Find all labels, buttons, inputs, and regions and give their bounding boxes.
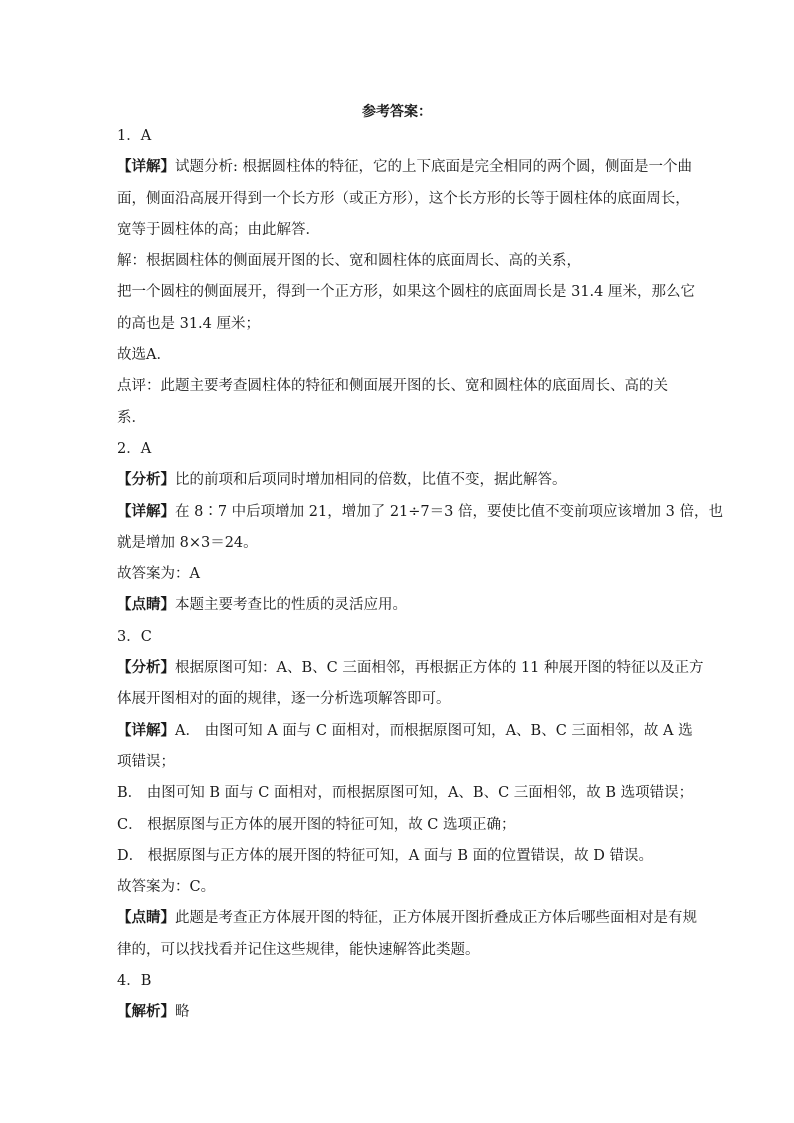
text-line [117, 309, 677, 340]
text-line [117, 465, 677, 496]
line-text: 宽等于圆柱体的高；由此解答． [117, 221, 320, 238]
line-text: B． 由图可知 B 面与 C 面相对，而根据原图可知，A、B、C 三面相邻，故 B 选项错误； [117, 785, 694, 802]
line-text: 故答案为：C。 [117, 879, 216, 896]
answer-body [117, 121, 723, 1029]
text-line [117, 966, 677, 997]
page-title: 参考答案： [362, 104, 432, 120]
section-tag: 【详解】 [117, 159, 175, 176]
section-tag: 【详解】 [117, 503, 175, 520]
line-text: 3．C [117, 628, 152, 645]
line-text: 2．A [117, 440, 152, 457]
line-text: A． 由图可知 A 面与 C 面相对，而根据原图可知，A、B、C 三面相邻，故 A 选 [175, 722, 693, 739]
line-text: 把一个圆柱的侧面展开，得到一个正方形，如果这个圆柱的底面周长是 31.4 厘米，那么它 [117, 284, 695, 301]
section-tag: 【分析】 [117, 472, 175, 489]
text-line [117, 622, 677, 653]
text-line [117, 121, 677, 152]
line-text: 律的，可以找找看并记住这些规律，能快速解答此类题。 [117, 941, 480, 958]
section-tag: 【点睛】 [117, 910, 175, 927]
line-text: 故选A． [117, 347, 171, 364]
text-line [117, 872, 677, 903]
text-line [117, 434, 677, 465]
text-line [117, 935, 677, 966]
section-tag: 【详解】 [117, 722, 175, 739]
line-text: 1．A [117, 128, 152, 144]
line-text: 项错误； [117, 753, 175, 770]
text-line [117, 810, 677, 841]
text-line [117, 340, 677, 371]
line-text: 故答案为：A [117, 566, 200, 583]
line-text: 根据原图可知：A、B、C 三面相邻，再根据正方体的 11 种展开图的特征以及正方 [175, 660, 704, 677]
text-line [117, 403, 677, 434]
line-text: C． 根据原图与正方体的展开图的特征可知，故 C 选项正确； [117, 816, 516, 833]
text-line [117, 653, 704, 684]
line-text: 点评：此题主要考查圆柱体的特征和侧面展开图的长、宽和圆柱体的底面周长、高的关 [117, 378, 668, 395]
line-text: 此题是考查正方体展开图的特征，正方体展开图折叠成正方体后哪些面相对是有规 [175, 910, 697, 927]
line-text: 略 [175, 1004, 190, 1021]
line-text: 在 8∶7 中后项增加 21，增加了 21÷7＝3 倍，要使比值不变前项应该增加 3 倍，也 [175, 503, 723, 520]
text-line [117, 559, 677, 590]
text-line [117, 684, 677, 715]
section-tag: 【点睛】 [117, 597, 175, 614]
section-tag: 【解析】 [117, 1004, 175, 1021]
text-line [117, 747, 677, 778]
line-text: 就是增加 8×3＝24。 [117, 534, 258, 551]
text-line [117, 277, 695, 308]
line-text: 体展开图相对的面的规律，逐一分析选项解答即可。 [117, 691, 451, 708]
text-line [117, 215, 677, 246]
line-text: 4．B [117, 973, 152, 990]
line-text: 本题主要考查比的性质的灵活应用。 [175, 597, 407, 614]
line-text: 解：根据圆柱体的侧面展开图的长、宽和圆柱体的底面周长、高的关系， [117, 253, 581, 270]
section-tag: 【分析】 [117, 660, 175, 677]
text-line [117, 590, 677, 621]
text-line [117, 903, 697, 934]
text-line [117, 371, 677, 402]
text-line [117, 184, 690, 215]
text-line [117, 716, 693, 747]
text-line [117, 497, 723, 528]
line-text: 面，侧面沿高展开得到一个长方形（或正方形），这个长方形的长等于圆柱体的底面周长， [117, 190, 690, 207]
line-text: 比的前项和后项同时增加相同的倍数，比值不变，据此解答。 [175, 472, 567, 489]
text-line [117, 997, 677, 1028]
line-text: 试题分析: 根据圆柱体的特征，它的上下底面是完全相同的两个圆，侧面是一个曲 [175, 159, 692, 176]
text-line [117, 778, 694, 809]
text-line [117, 528, 677, 559]
text-line [117, 152, 692, 183]
line-text: 的高也是 31.4 厘米； [117, 315, 261, 332]
text-line [117, 246, 677, 277]
line-text: 系． [117, 409, 146, 426]
line-text: D． 根据原图与正方体的展开图的特征可知，A 面与 B 面的位置错误，故 D 错误。 [117, 847, 654, 864]
text-line [117, 841, 677, 872]
